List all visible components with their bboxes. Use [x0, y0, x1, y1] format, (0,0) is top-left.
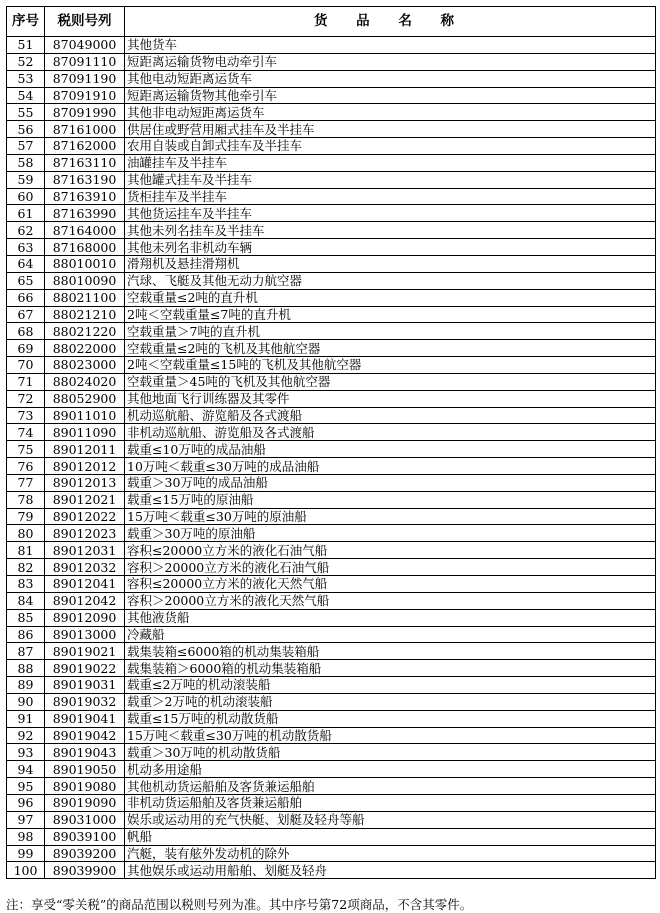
cell-tariff-code: 89019022: [45, 660, 125, 677]
cell-tariff-code: 89012021: [45, 491, 125, 508]
cell-serial-number: 84: [7, 592, 45, 609]
table-row: [7, 710, 656, 727]
table-row: [7, 794, 656, 811]
cell-serial-number: 56: [7, 121, 45, 138]
cell-goods-name: 其他货车: [125, 37, 656, 54]
cell-tariff-code: 89019090: [45, 794, 125, 811]
cell-tariff-code: 89019032: [45, 693, 125, 710]
table-row: [7, 458, 656, 475]
tariff-table-sheet: [6, 6, 656, 879]
table-row: [7, 576, 656, 593]
table-row: [7, 87, 656, 104]
table-row: [7, 677, 656, 694]
cell-goods-name: 娱乐或运动用的充气快艇、划艇及轻舟等船: [125, 811, 656, 828]
cell-serial-number: 80: [7, 525, 45, 542]
cell-tariff-code: 89039900: [45, 862, 125, 879]
cell-serial-number: 76: [7, 458, 45, 475]
cell-tariff-code: 89019041: [45, 710, 125, 727]
cell-tariff-code: 88024020: [45, 373, 125, 390]
cell-tariff-code: 87091910: [45, 87, 125, 104]
cell-tariff-code: 89012012: [45, 458, 125, 475]
table-row: [7, 121, 656, 138]
cell-tariff-code: 89012041: [45, 576, 125, 593]
cell-goods-name: 空载重量≤2吨的直升机: [125, 289, 656, 306]
cell-serial-number: 92: [7, 727, 45, 744]
cell-goods-name: 滑翔机及悬挂滑翔机: [125, 255, 656, 272]
table-row: [7, 660, 656, 677]
cell-serial-number: 65: [7, 272, 45, 289]
cell-serial-number: 98: [7, 828, 45, 845]
cell-tariff-code: 89019043: [45, 744, 125, 761]
cell-goods-name: 非机动巡航船、游览船及各式渡船: [125, 424, 656, 441]
cell-serial-number: 79: [7, 508, 45, 525]
cell-tariff-code: 89039100: [45, 828, 125, 845]
table-row: [7, 70, 656, 87]
table-row: [7, 222, 656, 239]
table-row: [7, 255, 656, 272]
cell-goods-name: 其他液货船: [125, 609, 656, 626]
cell-goods-name: 其他未列名非机动车辆: [125, 239, 656, 256]
cell-serial-number: 61: [7, 205, 45, 222]
cell-goods-name: 载重≤15万吨的机动散货船: [125, 710, 656, 727]
table-row: [7, 289, 656, 306]
cell-goods-name: 载重≤15万吨的原油船: [125, 491, 656, 508]
cell-tariff-code: 89012011: [45, 441, 125, 458]
table-row: [7, 188, 656, 205]
cell-tariff-code: 89012031: [45, 542, 125, 559]
table-row: [7, 491, 656, 508]
table-row: [7, 37, 656, 54]
table-row: [7, 171, 656, 188]
cell-serial-number: 91: [7, 710, 45, 727]
cell-tariff-code: 87164000: [45, 222, 125, 239]
table-row: [7, 407, 656, 424]
cell-goods-name: 容积＞20000立方米的液化石油气船: [125, 559, 656, 576]
cell-serial-number: 58: [7, 154, 45, 171]
cell-serial-number: 64: [7, 255, 45, 272]
table-row: [7, 424, 656, 441]
table-row: [7, 542, 656, 559]
table-row: [7, 340, 656, 357]
cell-goods-name: 机动巡航船、游览船及各式渡船: [125, 407, 656, 424]
table-row: [7, 744, 656, 761]
cell-tariff-code: 88010090: [45, 272, 125, 289]
cell-goods-name: 容积≤20000立方米的液化石油气船: [125, 542, 656, 559]
cell-tariff-code: 89019050: [45, 761, 125, 778]
cell-serial-number: 53: [7, 70, 45, 87]
cell-serial-number: 75: [7, 441, 45, 458]
cell-serial-number: 95: [7, 778, 45, 795]
cell-tariff-code: 88021220: [45, 323, 125, 340]
table-row: [7, 239, 656, 256]
cell-tariff-code: 88052900: [45, 390, 125, 407]
cell-serial-number: 52: [7, 53, 45, 70]
cell-serial-number: 73: [7, 407, 45, 424]
cell-goods-name: 载重＞2万吨的机动滚装船: [125, 693, 656, 710]
cell-goods-name: 其他罐式挂车及半挂车: [125, 171, 656, 188]
cell-goods-name: 农用自装或自卸式挂车及半挂车: [125, 138, 656, 155]
cell-goods-name: 容积≤20000立方米的液化天然气船: [125, 576, 656, 593]
cell-serial-number: 66: [7, 289, 45, 306]
cell-goods-name: 其他非电动短距离运货车: [125, 104, 656, 121]
cell-goods-name: 载集装箱≤6000箱的机动集装箱船: [125, 643, 656, 660]
cell-goods-name: 载集装箱＞6000箱的机动集装箱船: [125, 660, 656, 677]
table-row: [7, 761, 656, 778]
table-body: [7, 37, 656, 879]
table-row: [7, 693, 656, 710]
cell-goods-name: 载重＞30万吨的机动散货船: [125, 744, 656, 761]
cell-tariff-code: 89011010: [45, 407, 125, 424]
header-tariff-code: 税则号列: [45, 7, 125, 37]
cell-goods-name: 容积＞20000立方米的液化天然气船: [125, 592, 656, 609]
cell-serial-number: 71: [7, 373, 45, 390]
table-row: [7, 727, 656, 744]
cell-tariff-code: 87162000: [45, 138, 125, 155]
cell-serial-number: 54: [7, 87, 45, 104]
table-header-row: [7, 7, 656, 37]
cell-serial-number: 77: [7, 474, 45, 491]
table-row: [7, 626, 656, 643]
cell-tariff-code: 89012013: [45, 474, 125, 491]
cell-goods-name: 汽球、飞艇及其他无动力航空器: [125, 272, 656, 289]
table-row: [7, 272, 656, 289]
cell-goods-name: 10万吨＜载重≤30万吨的成品油船: [125, 458, 656, 475]
table-row: [7, 811, 656, 828]
cell-serial-number: 62: [7, 222, 45, 239]
header-goods-name: 货 品 名 称: [125, 7, 656, 37]
cell-goods-name: 机动多用途船: [125, 761, 656, 778]
table-row: [7, 508, 656, 525]
cell-goods-name: 油罐挂车及半挂车: [125, 154, 656, 171]
cell-tariff-code: 87163990: [45, 205, 125, 222]
cell-tariff-code: 89012042: [45, 592, 125, 609]
cell-serial-number: 100: [7, 862, 45, 879]
table-row: [7, 53, 656, 70]
cell-serial-number: 97: [7, 811, 45, 828]
cell-serial-number: 89: [7, 677, 45, 694]
cell-serial-number: 88: [7, 660, 45, 677]
table-row: [7, 154, 656, 171]
table-row: [7, 306, 656, 323]
cell-serial-number: 70: [7, 357, 45, 374]
cell-tariff-code: 89019080: [45, 778, 125, 795]
cell-tariff-code: 88010010: [45, 255, 125, 272]
cell-tariff-code: 89013000: [45, 626, 125, 643]
cell-goods-name: 空载重量＞7吨的直升机: [125, 323, 656, 340]
cell-goods-name: 其他电动短距离运货车: [125, 70, 656, 87]
cell-serial-number: 86: [7, 626, 45, 643]
cell-goods-name: 短距离运输货物其他牵引车: [125, 87, 656, 104]
cell-serial-number: 83: [7, 576, 45, 593]
cell-serial-number: 72: [7, 390, 45, 407]
table-row: [7, 828, 656, 845]
cell-tariff-code: 89031000: [45, 811, 125, 828]
table-row: [7, 390, 656, 407]
cell-serial-number: 99: [7, 845, 45, 862]
table-row: [7, 104, 656, 121]
cell-serial-number: 57: [7, 138, 45, 155]
cell-serial-number: 82: [7, 559, 45, 576]
header-serial-number: 序号: [7, 7, 45, 37]
cell-goods-name: 帆船: [125, 828, 656, 845]
table-row: [7, 609, 656, 626]
table-row: [7, 592, 656, 609]
table-row: [7, 373, 656, 390]
cell-tariff-code: 89039200: [45, 845, 125, 862]
cell-tariff-code: 87163190: [45, 171, 125, 188]
cell-tariff-code: 89012090: [45, 609, 125, 626]
tariff-table: [6, 6, 656, 879]
cell-goods-name: 载重≤2万吨的机动滚装船: [125, 677, 656, 694]
cell-goods-name: 15万吨＜载重≤30万吨的原油船: [125, 508, 656, 525]
cell-serial-number: 59: [7, 171, 45, 188]
table-row: [7, 205, 656, 222]
cell-goods-name: 其他娱乐或运动用船舶、划艇及轻舟: [125, 862, 656, 879]
table-row: [7, 323, 656, 340]
cell-serial-number: 81: [7, 542, 45, 559]
cell-goods-name: 其他货运挂车及半挂车: [125, 205, 656, 222]
cell-goods-name: 载重＞30万吨的成品油船: [125, 474, 656, 491]
cell-serial-number: 93: [7, 744, 45, 761]
cell-goods-name: 货柜挂车及半挂车: [125, 188, 656, 205]
cell-goods-name: 供居住或野营用厢式挂车及半挂车: [125, 121, 656, 138]
cell-serial-number: 67: [7, 306, 45, 323]
footnote: 注：享受“零关税”的商品范围以税则号列为准。其中序号第72项商品，不含其零件。: [6, 897, 473, 912]
cell-tariff-code: 88022000: [45, 340, 125, 357]
cell-serial-number: 51: [7, 37, 45, 54]
table-row: [7, 138, 656, 155]
table-row: [7, 643, 656, 660]
cell-goods-name: 载重＞30万吨的原油船: [125, 525, 656, 542]
cell-serial-number: 94: [7, 761, 45, 778]
cell-goods-name: 其他机动货运船舶及客货兼运船舶: [125, 778, 656, 795]
cell-goods-name: 其他地面飞行训练器及其零件: [125, 390, 656, 407]
table-row: [7, 474, 656, 491]
cell-tariff-code: 87163110: [45, 154, 125, 171]
cell-tariff-code: 87091110: [45, 53, 125, 70]
cell-goods-name: 非机动货运船舶及客货兼运船舶: [125, 794, 656, 811]
cell-serial-number: 60: [7, 188, 45, 205]
cell-serial-number: 69: [7, 340, 45, 357]
table-row: [7, 862, 656, 879]
table-row: [7, 525, 656, 542]
cell-tariff-code: 89019042: [45, 727, 125, 744]
cell-tariff-code: 89011090: [45, 424, 125, 441]
cell-goods-name: 载重≤10万吨的成品油船: [125, 441, 656, 458]
cell-tariff-code: 87168000: [45, 239, 125, 256]
cell-serial-number: 87: [7, 643, 45, 660]
table-row: [7, 441, 656, 458]
cell-goods-name: 2吨＜空载重量≤7吨的直升机: [125, 306, 656, 323]
cell-goods-name: 其他未列名挂车及半挂车: [125, 222, 656, 239]
cell-goods-name: 2吨＜空载重量≤15吨的飞机及其他航空器: [125, 357, 656, 374]
cell-goods-name: 短距离运输货物电动牵引车: [125, 53, 656, 70]
cell-tariff-code: 87163910: [45, 188, 125, 205]
cell-serial-number: 74: [7, 424, 45, 441]
cell-tariff-code: 87049000: [45, 37, 125, 54]
cell-tariff-code: 88021100: [45, 289, 125, 306]
cell-goods-name: 15万吨＜载重≤30万吨的机动散货船: [125, 727, 656, 744]
cell-tariff-code: 89012023: [45, 525, 125, 542]
cell-serial-number: 90: [7, 693, 45, 710]
table-row: [7, 778, 656, 795]
cell-tariff-code: 87091190: [45, 70, 125, 87]
cell-serial-number: 85: [7, 609, 45, 626]
cell-tariff-code: 87091990: [45, 104, 125, 121]
cell-tariff-code: 89012032: [45, 559, 125, 576]
cell-serial-number: 68: [7, 323, 45, 340]
cell-goods-name: 冷藏船: [125, 626, 656, 643]
cell-serial-number: 78: [7, 491, 45, 508]
cell-tariff-code: 89012022: [45, 508, 125, 525]
cell-serial-number: 55: [7, 104, 45, 121]
table-row: [7, 559, 656, 576]
cell-tariff-code: 88021210: [45, 306, 125, 323]
cell-tariff-code: 88023000: [45, 357, 125, 374]
table-row: [7, 845, 656, 862]
table-row: [7, 357, 656, 374]
cell-tariff-code: 89019031: [45, 677, 125, 694]
cell-tariff-code: 87161000: [45, 121, 125, 138]
cell-serial-number: 96: [7, 794, 45, 811]
cell-goods-name: 汽艇，装有舷外发动机的除外: [125, 845, 656, 862]
cell-serial-number: 63: [7, 239, 45, 256]
cell-goods-name: 空载重量＞45吨的飞机及其他航空器: [125, 373, 656, 390]
cell-goods-name: 空载重量≤2吨的飞机及其他航空器: [125, 340, 656, 357]
cell-tariff-code: 89019021: [45, 643, 125, 660]
